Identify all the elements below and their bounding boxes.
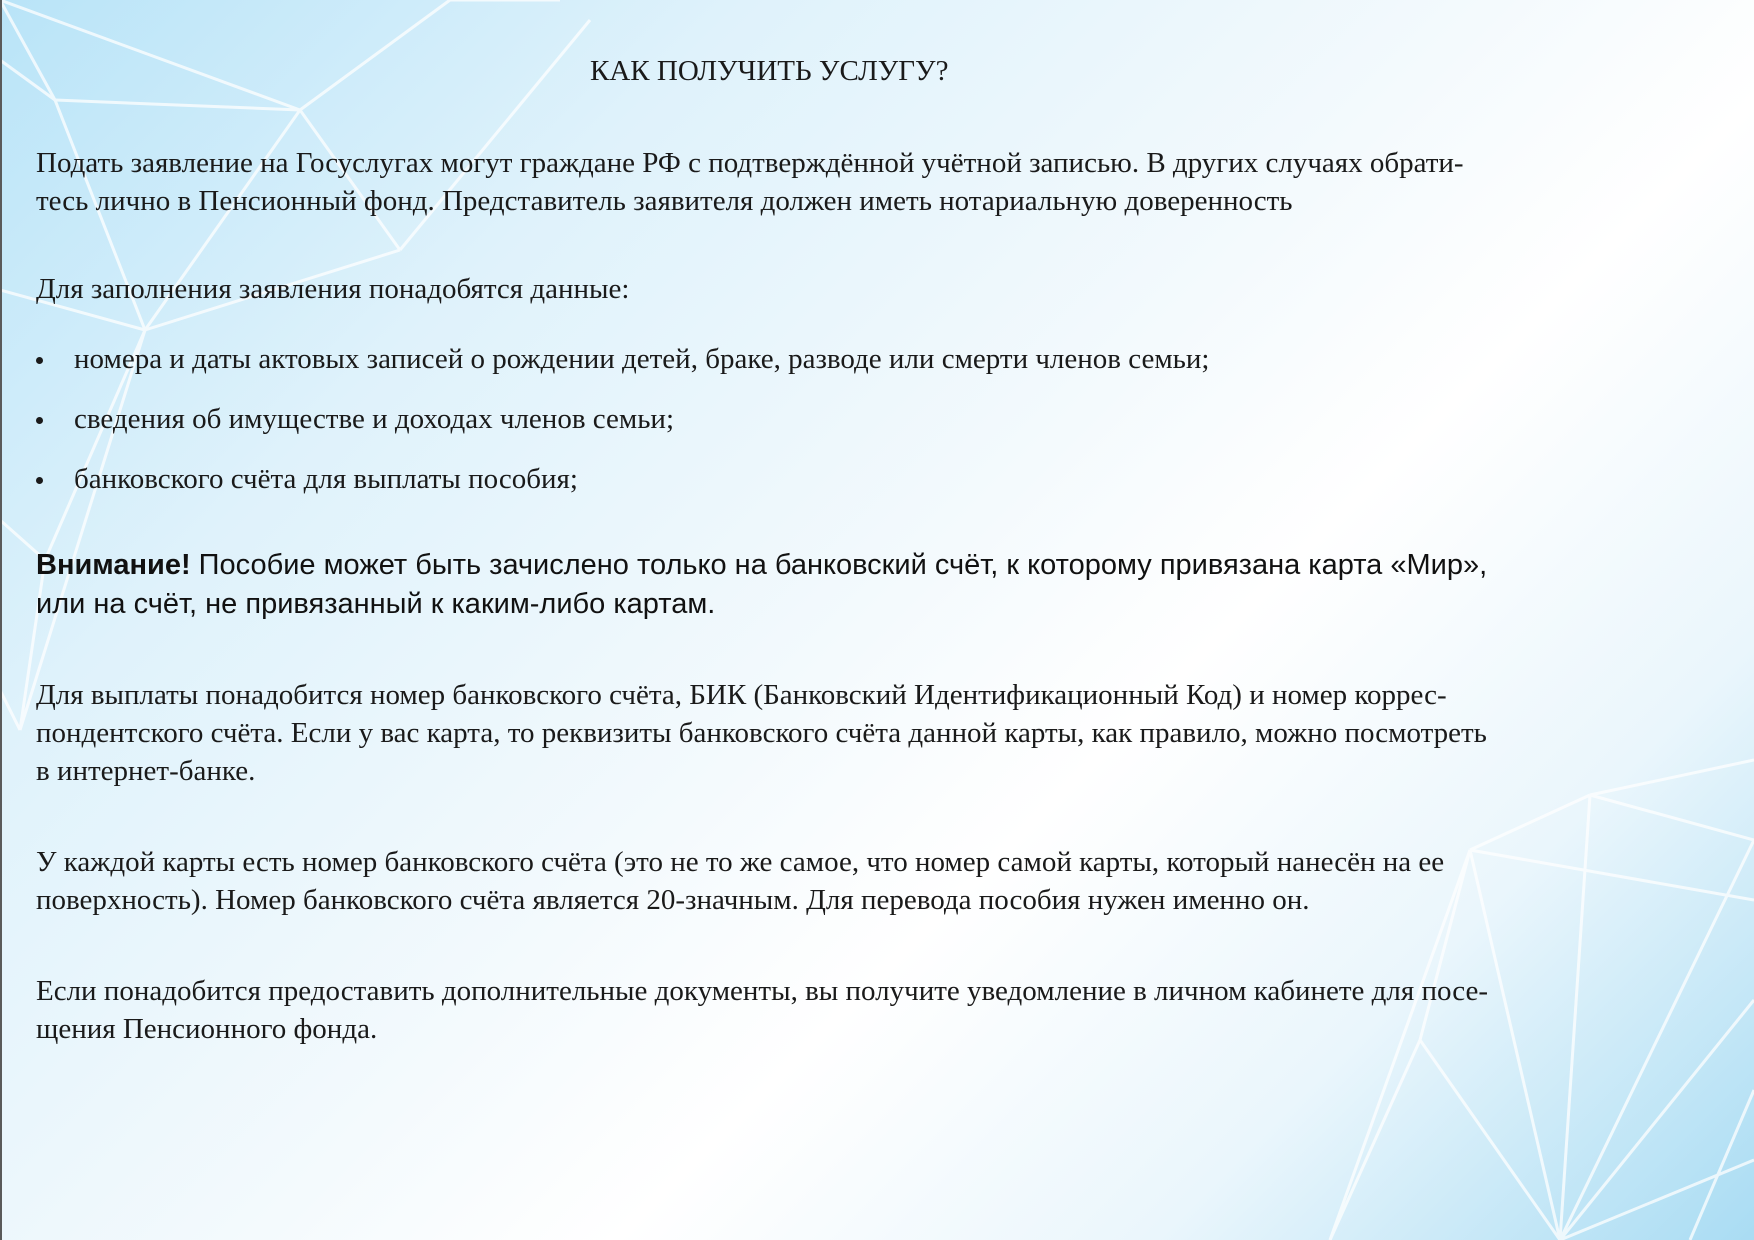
bullet-icon	[36, 417, 43, 424]
list-item	[36, 340, 1716, 378]
payment-line-1: Для выплаты понадобится номер банковского счёта, БИК (Банковский Идентификационный Код) и номер коррес-	[36, 679, 1447, 711]
bullet-icon	[36, 477, 43, 484]
list-item	[36, 400, 1716, 438]
required-data-list	[36, 340, 1716, 520]
payment-line-3: в интернет-банке.	[36, 755, 256, 787]
payment-line-2: пондентского счёта. Если у вас карта, то реквизиты банковского счёта данной карты, как правило, можно посмотреть	[36, 717, 1487, 749]
attention-line-2: или на счёт, не привязанный к каким-либо картам.	[36, 588, 716, 620]
intro-paragraph	[36, 144, 1716, 220]
attention-text-1: Пособие может быть зачислено только на банковский счёт, к которому привязана карта «Мир»,	[190, 549, 1488, 581]
account-number-paragraph	[36, 843, 1716, 919]
page-title: КАК ПОЛУЧИТЬ УСЛУГУ?	[590, 55, 949, 87]
account-line-2: поверхность). Номер банковского счёта является 20-значным. Для перевода пособия нужен именно он.	[36, 884, 1310, 916]
list-item-text: сведения об имуществе и доходах членов семьи;	[74, 403, 675, 435]
list-item	[36, 460, 1716, 498]
additional-documents-paragraph	[36, 972, 1716, 1048]
attention-line-1	[36, 546, 1726, 585]
attention-notice	[36, 546, 1726, 624]
payment-details-paragraph	[36, 676, 1716, 790]
list-item-text: банковского счёта для выплаты пособия;	[74, 463, 578, 495]
additional-line-2: щения Пенсионного фонда.	[36, 1013, 378, 1045]
additional-line-1: Если понадобится предоставить дополнительные документы, вы получите уведомление в личном кабинете для посе-	[36, 975, 1488, 1007]
list-item-text: номера и даты актовых записей о рождении детей, браке, разводе или смерти членов семьи;	[74, 343, 1210, 375]
account-line-1: У каждой карты есть номер банковского счёта (это не то же самое, что номер самой карты, который нанесён на ее	[36, 846, 1445, 878]
bullet-icon	[36, 357, 43, 364]
attention-label: Внимание!	[36, 549, 191, 581]
intro-line-1: Подать заявление на Госуслугах могут граждане РФ с подтверждённой учётной записью. В других случаях обрати-	[36, 147, 1464, 179]
intro-line-2: тесь лично в Пенсионный фонд. Представитель заявителя должен иметь нотариальную доверенность	[36, 185, 1293, 217]
data-required-heading: Для заполнения заявления понадобятся данные:	[36, 273, 630, 305]
